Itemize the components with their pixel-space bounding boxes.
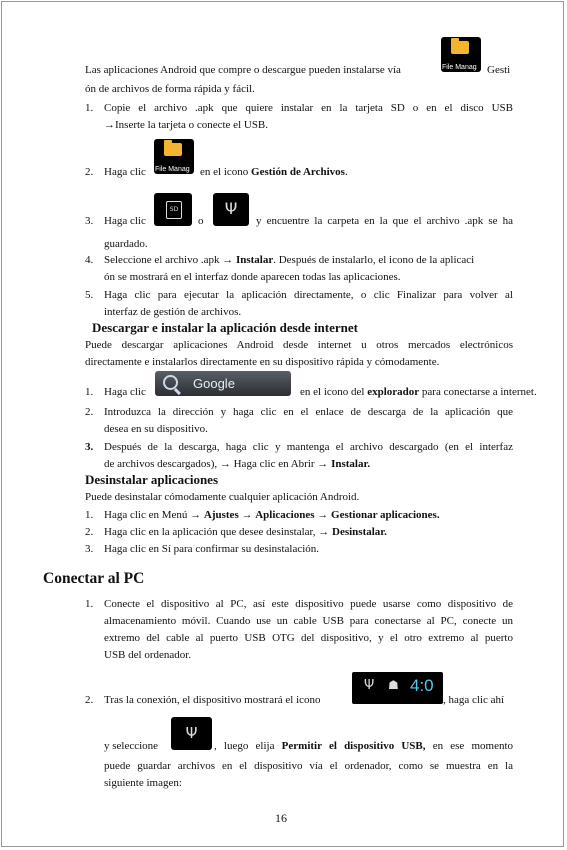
step-number: 1. <box>85 102 94 114</box>
section-heading-uninstall: Desinstalar aplicaciones <box>85 472 219 487</box>
step-number: 2. <box>85 166 94 178</box>
google-search-icon <box>155 371 291 396</box>
step-number: 1. <box>85 509 94 521</box>
step-number: 5. <box>85 289 94 301</box>
clock-text: 4:0 <box>410 676 434 695</box>
step-text: extremo del cable al puerto USB OTG del dispositivo, y el otro extremo al puerto <box>104 632 513 644</box>
intro-line-2: ón de archivos de forma rápida y fácil. <box>85 83 255 95</box>
paragraph: Puede descargar aplicaciones Android desde internet u otros mercados electrónicos <box>85 339 513 351</box>
step-text: Haga clic <box>104 215 146 227</box>
page-frame <box>1 1 564 847</box>
step-number: 2. <box>85 694 94 706</box>
step-number: 1. <box>85 386 94 398</box>
step-text: en el icono del explorador para conectarse a internet. <box>300 386 537 398</box>
intro-line-1: Las aplicaciones Android que compre o descargue pueden instalarse vía <box>85 64 401 76</box>
step-number: 3. <box>85 215 94 227</box>
step-text: puede guardar archivos en el dispositivo vía el ordenador, como se muestra en la <box>104 760 513 772</box>
step-text: Introduzca la dirección y haga clic en el enlace de descarga de la aplicación que <box>104 406 513 418</box>
step-text: Haga clic en Sí para confirmar su desinstalación. <box>104 543 320 555</box>
step-number: 3. <box>85 441 94 453</box>
step-number: 2. <box>85 526 94 538</box>
step-text: siguiente imagen: <box>104 777 182 789</box>
step-text: Conecte el dispositivo al PC, así este dispositivo puede usarse como dispositivo de <box>104 598 513 610</box>
step-number: 2. <box>85 406 94 418</box>
step-number: 3. <box>85 543 94 555</box>
intro-line-1-end: Gesti <box>487 64 511 76</box>
step-text: Después de la descarga, haga clic y mantenga el archivo descargado (en el interfaz <box>104 441 513 453</box>
step-number: 1. <box>85 598 94 610</box>
step-text: de archivos descargados), → Haga clic en Abrir → Instalar. <box>104 458 371 470</box>
step-text: USB del ordenador. <box>104 649 192 661</box>
page-number: 16 <box>275 811 287 825</box>
section-heading-pc: Conectar al PC <box>43 570 145 587</box>
step-text: ón se mostrará en el interfaz donde aparecen todas las aplicaciones. <box>104 271 401 283</box>
step-text: , luego elija Permitir el dispositivo USB, en ese momento <box>214 740 514 752</box>
step-text: desea en su dispositivo. <box>104 423 208 435</box>
step-text: Seleccione el archivo .apk → Instalar. Después de instalarlo, el icono de la aplicaci <box>104 254 475 266</box>
step-text: Haga clic <box>104 166 146 178</box>
step-text: o <box>198 215 204 227</box>
step-text: Copie el archivo .apk que quiere instalar en la tarjeta SD o en el disco USB <box>104 102 513 114</box>
paragraph: directamente e instalarlos directamente en su dispositivo rápida y cómodamente. <box>85 356 440 368</box>
step-text: Haga clic en la aplicación que desee desinstalar, → Desinstalar. <box>104 526 387 538</box>
step-text: en el icono Gestión de Archivos. <box>200 166 348 178</box>
step-text: y encuentre la carpeta en la que el archivo .apk se ha <box>256 215 513 227</box>
step-text: Haga clic para ejecutar la aplicación directamente, o clic Finalizar para volver al <box>104 289 513 301</box>
step-text: interfaz de gestión de archivos. <box>104 306 242 318</box>
step-text: guardado. <box>104 238 148 250</box>
step-text: , haga clic ahí <box>443 694 505 706</box>
android-icon: ☗ <box>388 678 399 692</box>
google-label: Google <box>193 376 235 391</box>
step-text: Haga clic <box>104 386 146 398</box>
step-text: almacenamiento móvil. Cuando use un cable USB para conectarse al PC, conecte un <box>104 615 513 627</box>
section-heading-download: Descargar e instalar la aplicación desde internet <box>92 320 358 335</box>
step-text: y seleccione <box>104 740 159 752</box>
step-text: →Inserte la tarjeta o conecte el USB. <box>104 119 269 131</box>
step-text: Tras la conexión, el dispositivo mostrará el icono <box>104 694 321 706</box>
step-text: Haga clic en Menú → Ajustes → Aplicaciones → Gestionar aplicaciones. <box>104 509 440 521</box>
file-manager-icon: File Manag <box>441 37 481 72</box>
usb-icon: Ψ <box>213 193 249 226</box>
step-number: 4. <box>85 254 94 266</box>
search-icon <box>163 375 178 390</box>
status-bar-icon <box>352 672 443 704</box>
sd-card-icon: SD <box>154 193 192 226</box>
usb-icon: Ψ <box>171 717 212 750</box>
file-manager-icon: File Manag <box>154 139 194 174</box>
usb-icon: Ψ <box>364 678 375 693</box>
paragraph: Puede desinstalar cómodamente cualquier aplicación Android. <box>85 491 360 503</box>
